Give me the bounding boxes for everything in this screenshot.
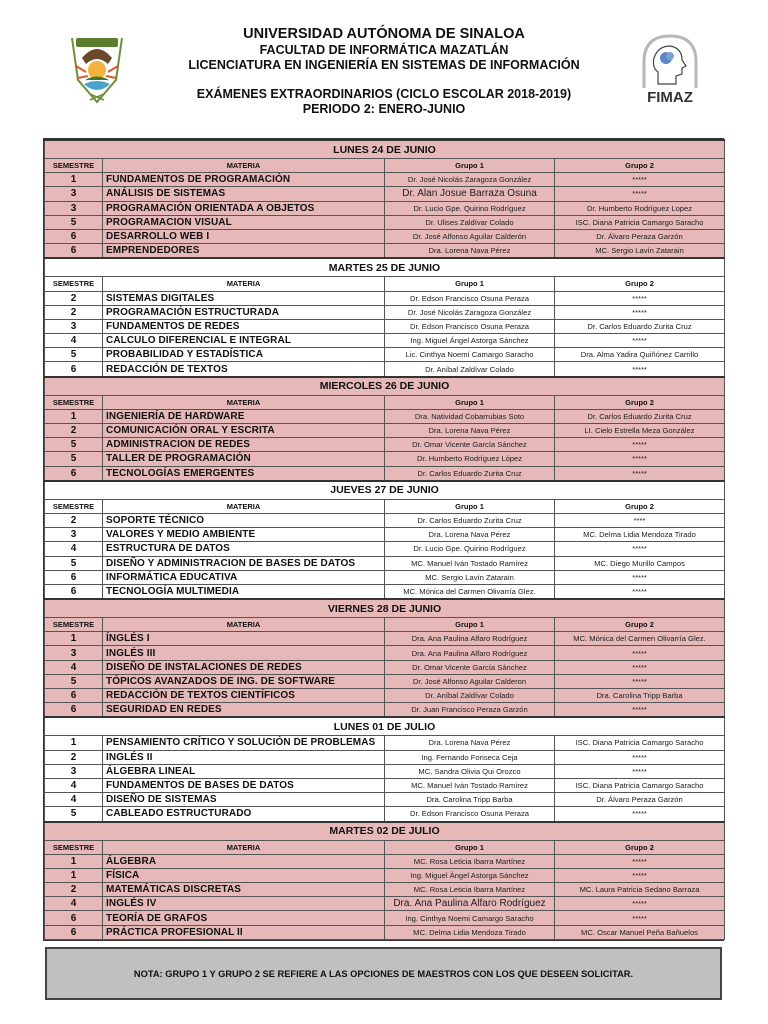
table-row bbox=[45, 807, 725, 822]
group1-teacher-cell: Dr. Ulises Zaldívar Colado bbox=[385, 215, 555, 229]
table-row bbox=[45, 362, 725, 377]
table-row bbox=[45, 334, 725, 348]
semester-cell: 4 bbox=[45, 778, 103, 792]
subject-cell: DISEÑO Y ADMINISTRACION DE BASES DE DATOS bbox=[103, 556, 385, 570]
subject-cell: DESARROLLO WEB I bbox=[103, 229, 385, 243]
group1-teacher-cell: MC. Delma Lidia Mendoza Tirado bbox=[385, 925, 555, 939]
subject-cell: PROGRAMACIÓN ESTRUCTURADA bbox=[103, 305, 385, 319]
table-row bbox=[45, 660, 725, 674]
group2-teacher-cell: ISC. Diana Patricia Camargo Saracho bbox=[555, 215, 725, 229]
group2-teacher-cell: ***** bbox=[555, 807, 725, 822]
table-row bbox=[45, 925, 725, 939]
group2-teacher-cell: ***** bbox=[555, 660, 725, 674]
day-title: LUNES 01 DE JULIO bbox=[45, 717, 725, 736]
semester-cell: 6 bbox=[45, 925, 103, 939]
table-row bbox=[45, 201, 725, 215]
col-header-grupo1: Grupo 1 bbox=[385, 159, 555, 173]
program-name: LICENCIATURA EN INGENIERÍA EN SISTEMAS DE INFORMACIÓN bbox=[188, 58, 580, 72]
col-header-semestre: SEMESTRE bbox=[45, 840, 103, 854]
group1-teacher-cell: Dr. José Nicolás Zaragoza González bbox=[385, 305, 555, 319]
day-title: VIERNES 28 DE JUNIO bbox=[45, 599, 725, 618]
subject-cell: INGENIERÍA DE HARDWARE bbox=[103, 409, 385, 423]
day-title: MIERCOLES 26 DE JUNIO bbox=[45, 377, 725, 396]
subject-cell: CABLEADO ESTRUCTURADO bbox=[103, 807, 385, 822]
subject-cell: EMPRENDEDORES bbox=[103, 244, 385, 259]
table-row bbox=[45, 409, 725, 423]
subject-cell: ANÁLISIS DE SISTEMAS bbox=[103, 187, 385, 201]
col-header-semestre: SEMESTRE bbox=[45, 618, 103, 632]
uas-shield-logo-icon bbox=[64, 28, 130, 104]
table-row bbox=[45, 291, 725, 305]
group2-teacher-cell: MC. Laura Patricia Sedano Barraza bbox=[555, 883, 725, 897]
table-row bbox=[45, 229, 725, 243]
university-name: UNIVERSIDAD AUTÓNOMA DE SINALOA bbox=[243, 26, 525, 42]
table-row bbox=[45, 778, 725, 792]
group1-teacher-cell: Ing. Fernando Fonseca Ceja bbox=[385, 750, 555, 764]
semester-cell: 6 bbox=[45, 570, 103, 584]
semester-cell: 5 bbox=[45, 215, 103, 229]
table-row bbox=[45, 868, 725, 882]
col-header-materia: MATERIA bbox=[103, 395, 385, 409]
semester-cell: 4 bbox=[45, 660, 103, 674]
col-header-materia: MATERIA bbox=[103, 277, 385, 291]
subject-cell: TECNOLOGÍA MULTIMEDIA bbox=[103, 584, 385, 599]
table-row bbox=[45, 911, 725, 925]
group1-teacher-cell: MC. Sergio Lavín Zatarain bbox=[385, 570, 555, 584]
exam-schedule-table bbox=[43, 138, 724, 941]
semester-cell: 6 bbox=[45, 244, 103, 259]
col-header-semestre: SEMESTRE bbox=[45, 499, 103, 513]
subject-cell: INGLÉS II bbox=[103, 750, 385, 764]
group1-teacher-cell: Dr. José Alfonso Aguilar Calderón bbox=[385, 229, 555, 243]
subject-cell: MATEMÁTICAS DISCRETAS bbox=[103, 883, 385, 897]
group1-teacher-cell: MC. Mónica del Carmen Olivarría Glez. bbox=[385, 584, 555, 599]
group2-teacher-cell: ***** bbox=[555, 750, 725, 764]
semester-cell: 1 bbox=[45, 868, 103, 882]
table-row bbox=[45, 556, 725, 570]
document-header bbox=[0, 22, 768, 130]
group2-teacher-cell: ***** bbox=[555, 452, 725, 466]
subject-cell: FUNDAMENTOS DE REDES bbox=[103, 319, 385, 333]
col-header-grupo2: Grupo 2 bbox=[555, 618, 725, 632]
group2-teacher-cell: ***** bbox=[555, 584, 725, 599]
semester-cell: 2 bbox=[45, 750, 103, 764]
group1-teacher-cell: Dr. Lucio Gpe. Quirino Rodríguez bbox=[385, 201, 555, 215]
semester-cell: 1 bbox=[45, 854, 103, 868]
semester-cell: 1 bbox=[45, 173, 103, 187]
table-row bbox=[45, 424, 725, 438]
group2-teacher-cell: ***** bbox=[555, 868, 725, 882]
group1-teacher-cell: Dr. Juan Francisco Peraza Garzón bbox=[385, 703, 555, 718]
group2-teacher-cell: ***** bbox=[555, 438, 725, 452]
group1-teacher-cell: Dra. Natividad Cobarrubias Soto bbox=[385, 409, 555, 423]
fimaz-logo-icon bbox=[636, 32, 704, 106]
col-header-grupo1: Grupo 1 bbox=[385, 395, 555, 409]
group2-teacher-cell: Dr. Álvaro Peraza Garzón bbox=[555, 229, 725, 243]
group1-teacher-cell: MC. Manuel Iván Tostado Ramírez bbox=[385, 556, 555, 570]
subject-cell: ÁLGEBRA LINEAL bbox=[103, 764, 385, 778]
col-header-semestre: SEMESTRE bbox=[45, 277, 103, 291]
day-header-row bbox=[45, 822, 725, 841]
semester-cell: 5 bbox=[45, 674, 103, 688]
exam-title: EXÁMENES EXTRAORDINARIOS (CICLO ESCOLAR 2018-2019) bbox=[196, 87, 572, 101]
col-header-grupo2: Grupo 2 bbox=[555, 277, 725, 291]
table-row bbox=[45, 305, 725, 319]
group1-teacher-cell: Dr. José Alfonso Aguilar Calderon bbox=[385, 674, 555, 688]
group1-teacher-cell: Dr. Edson Francisco Osuna Peraza bbox=[385, 291, 555, 305]
column-header-row bbox=[45, 618, 725, 632]
subject-cell: PROGRAMACION VISUAL bbox=[103, 215, 385, 229]
group1-teacher-cell: Dr. Aníbal Zaldívar Colado bbox=[385, 689, 555, 703]
col-header-grupo2: Grupo 2 bbox=[555, 499, 725, 513]
col-header-grupo2: Grupo 2 bbox=[555, 159, 725, 173]
semester-cell: 3 bbox=[45, 528, 103, 542]
table-row bbox=[45, 750, 725, 764]
group1-teacher-cell: Dr. Aníbal Zaldívar Colado bbox=[385, 362, 555, 377]
group2-teacher-cell: ***** bbox=[555, 291, 725, 305]
group2-teacher-cell: LI. Cielo Estrella Meza González bbox=[555, 424, 725, 438]
col-header-grupo2: Grupo 2 bbox=[555, 840, 725, 854]
group1-teacher-cell: Dra. Lorena Nava Pérez bbox=[385, 424, 555, 438]
group1-teacher-cell: Lic. Cinthya Noemí Camargo Saracho bbox=[385, 348, 555, 362]
table-row bbox=[45, 244, 725, 259]
group2-teacher-cell: MC. Mónica del Carmen Olivarría Glez. bbox=[555, 632, 725, 646]
subject-cell: SISTEMAS DIGITALES bbox=[103, 291, 385, 305]
group1-teacher-cell: MC. Rosa Leticia Ibarra Martínez bbox=[385, 854, 555, 868]
group2-teacher-cell: MC. Oscar Manuel Peña Bañuelos bbox=[555, 925, 725, 939]
group2-teacher-cell: ***** bbox=[555, 764, 725, 778]
col-header-materia: MATERIA bbox=[103, 159, 385, 173]
semester-cell: 6 bbox=[45, 229, 103, 243]
subject-cell: TEORÍA DE GRAFOS bbox=[103, 911, 385, 925]
subject-cell: SOPORTE TÉCNICO bbox=[103, 513, 385, 527]
group1-teacher-cell: Dra. Ana Paulina Alfaro Rodríguez bbox=[385, 897, 555, 911]
group2-teacher-cell: ***** bbox=[555, 911, 725, 925]
group1-teacher-cell: Dra. Lorena Nava Pérez bbox=[385, 244, 555, 259]
table-row bbox=[45, 187, 725, 201]
semester-cell: 6 bbox=[45, 911, 103, 925]
semester-cell: 3 bbox=[45, 187, 103, 201]
table-row bbox=[45, 736, 725, 750]
column-header-row bbox=[45, 159, 725, 173]
table-row bbox=[45, 348, 725, 362]
column-header-row bbox=[45, 395, 725, 409]
table-row bbox=[45, 883, 725, 897]
semester-cell: 3 bbox=[45, 319, 103, 333]
group2-teacher-cell: MC. Delma Lidia Mendoza Tirado bbox=[555, 528, 725, 542]
group2-teacher-cell: ***** bbox=[555, 187, 725, 201]
semester-cell: 5 bbox=[45, 807, 103, 822]
table-row bbox=[45, 173, 725, 187]
group2-teacher-cell: ISC. Diana Patricia Camargo Saracho bbox=[555, 736, 725, 750]
col-header-materia: MATERIA bbox=[103, 840, 385, 854]
group2-teacher-cell: ISC. Diana Patricia Camargo Saracho bbox=[555, 778, 725, 792]
subject-cell: ESTRUCTURA DE DATOS bbox=[103, 542, 385, 556]
subject-cell: SEGURIDAD EN REDES bbox=[103, 703, 385, 718]
group2-teacher-cell: ***** bbox=[555, 466, 725, 481]
subject-cell: REDACCIÓN DE TEXTOS CIENTÍFICOS bbox=[103, 689, 385, 703]
group1-teacher-cell: Dr. Alan Josue Barraza Osuna bbox=[385, 187, 555, 201]
column-header-row bbox=[45, 499, 725, 513]
day-header-row bbox=[45, 140, 725, 159]
day-title: MARTES 02 DE JULIO bbox=[45, 822, 725, 841]
semester-cell: 3 bbox=[45, 201, 103, 215]
col-header-materia: MATERIA bbox=[103, 618, 385, 632]
semester-cell: 4 bbox=[45, 542, 103, 556]
table-row bbox=[45, 764, 725, 778]
semester-cell: 6 bbox=[45, 362, 103, 377]
subject-cell: TECNOLOGÍAS EMERGENTES bbox=[103, 466, 385, 481]
subject-cell: CALCULO DIFERENCIAL E INTEGRAL bbox=[103, 334, 385, 348]
subject-cell: ADMINISTRACION DE REDES bbox=[103, 438, 385, 452]
subject-cell: REDACCIÓN DE TEXTOS bbox=[103, 362, 385, 377]
group1-teacher-cell: Dr. Carlos Eduardo Zurita Cruz bbox=[385, 466, 555, 481]
group1-teacher-cell: MC. Sandra Olivia Qui Orozco bbox=[385, 764, 555, 778]
semester-cell: 2 bbox=[45, 883, 103, 897]
group1-teacher-cell: Ing. Miguel Ángel Astorga Sánchez bbox=[385, 868, 555, 882]
group1-teacher-cell: Dr. José Nicolás Zaragoza González bbox=[385, 173, 555, 187]
table-row bbox=[45, 542, 725, 556]
subject-cell: PROGRAMACIÓN ORIENTADA A OBJETOS bbox=[103, 201, 385, 215]
period-title: PERIODO 2: ENERO-JUNIO bbox=[302, 102, 466, 116]
group1-teacher-cell: Dra. Lorena Nava Pérez bbox=[385, 736, 555, 750]
table-row bbox=[45, 793, 725, 807]
subject-cell: VALORES Y MEDIO AMBIENTE bbox=[103, 528, 385, 542]
group1-teacher-cell: Dra. Ana Paulina Alfaro Rodríguez bbox=[385, 632, 555, 646]
footnote-text: NOTA: GRUPO 1 Y GRUPO 2 SE REFIERE A LAS OPCIONES DE MAESTROS CON LOS QUE DESEEN SOLICITAR. bbox=[133, 968, 634, 979]
day-header-row bbox=[45, 599, 725, 618]
subject-cell: FUNDAMENTOS DE BASES DE DATOS bbox=[103, 778, 385, 792]
group1-teacher-cell: Ing. Cinthya Noemi Camargo Saracho bbox=[385, 911, 555, 925]
column-header-row bbox=[45, 840, 725, 854]
group2-teacher-cell: ***** bbox=[555, 674, 725, 688]
group2-teacher-cell: ***** bbox=[555, 703, 725, 718]
group1-teacher-cell: Dr. Edson Francisco Osuna Peraza bbox=[385, 319, 555, 333]
table-row bbox=[45, 528, 725, 542]
semester-cell: 5 bbox=[45, 438, 103, 452]
table-row bbox=[45, 319, 725, 333]
day-title: LUNES 24 DE JUNIO bbox=[45, 140, 725, 159]
semester-cell: 2 bbox=[45, 424, 103, 438]
semester-cell: 2 bbox=[45, 291, 103, 305]
col-header-semestre: SEMESTRE bbox=[45, 395, 103, 409]
table-row bbox=[45, 689, 725, 703]
group2-teacher-cell: Dr. Carlos Eduardo Zurita Cruz bbox=[555, 409, 725, 423]
subject-cell: INGLÉS III bbox=[103, 646, 385, 660]
semester-cell: 4 bbox=[45, 897, 103, 911]
group2-teacher-cell: ***** bbox=[555, 173, 725, 187]
group2-teacher-cell: Dra. Carolina Tripp Barba bbox=[555, 689, 725, 703]
table-row bbox=[45, 674, 725, 688]
subject-cell: PENSAMIENTO CRÍTICO Y SOLUCIÓN DE PROBLEMAS bbox=[103, 736, 385, 750]
table-row bbox=[45, 215, 725, 229]
col-header-grupo1: Grupo 1 bbox=[385, 499, 555, 513]
table-row bbox=[45, 703, 725, 718]
group1-teacher-cell: MC. Rosa Leticia Ibarra Martínez bbox=[385, 883, 555, 897]
semester-cell: 3 bbox=[45, 646, 103, 660]
group1-teacher-cell: MC. Manuel Iván Tostado Ramírez bbox=[385, 778, 555, 792]
col-header-grupo1: Grupo 1 bbox=[385, 840, 555, 854]
table-row bbox=[45, 584, 725, 599]
subject-cell: FÍSICA bbox=[103, 868, 385, 882]
subject-cell: COMUNICACIÓN ORAL Y ESCRITA bbox=[103, 424, 385, 438]
day-title: MARTES 25 DE JUNIO bbox=[45, 258, 725, 277]
semester-cell: 6 bbox=[45, 689, 103, 703]
group2-teacher-cell: Dr. Humberto Rodríguez Lopez bbox=[555, 201, 725, 215]
col-header-grupo1: Grupo 1 bbox=[385, 277, 555, 291]
subject-cell: INGLÉS IV bbox=[103, 897, 385, 911]
col-header-grupo2: Grupo 2 bbox=[555, 395, 725, 409]
group2-teacher-cell: ***** bbox=[555, 646, 725, 660]
semester-cell: 4 bbox=[45, 334, 103, 348]
table-row bbox=[45, 897, 725, 911]
subject-cell: DISEÑO DE SISTEMAS bbox=[103, 793, 385, 807]
semester-cell: 1 bbox=[45, 409, 103, 423]
group1-teacher-cell: Dr. Edson Francisco Osuna Peraza bbox=[385, 807, 555, 822]
subject-cell: ÍNGLÉS I bbox=[103, 632, 385, 646]
subject-cell: ÁLGEBRA bbox=[103, 854, 385, 868]
group2-teacher-cell: ***** bbox=[555, 542, 725, 556]
subject-cell: DISEÑO DE INSTALACIONES DE REDES bbox=[103, 660, 385, 674]
subject-cell: PRÁCTICA PROFESIONAL II bbox=[103, 925, 385, 939]
group2-teacher-cell: **** bbox=[555, 513, 725, 527]
table-row bbox=[45, 646, 725, 660]
group2-teacher-cell: ***** bbox=[555, 854, 725, 868]
table-row bbox=[45, 570, 725, 584]
semester-cell: 4 bbox=[45, 793, 103, 807]
group2-teacher-cell: ***** bbox=[555, 570, 725, 584]
day-title: JUEVES 27 DE JUNIO bbox=[45, 481, 725, 500]
column-header-row bbox=[45, 277, 725, 291]
table-row bbox=[45, 452, 725, 466]
table-row bbox=[45, 513, 725, 527]
semester-cell: 2 bbox=[45, 305, 103, 319]
group2-teacher-cell: Dra. Alma Yadira Quiñónez Carrillo bbox=[555, 348, 725, 362]
day-header-row bbox=[45, 258, 725, 277]
day-header-row bbox=[45, 377, 725, 396]
group2-teacher-cell: Dr. Carlos Eduardo Zurita Cruz bbox=[555, 319, 725, 333]
semester-cell: 2 bbox=[45, 513, 103, 527]
group1-teacher-cell: Dra. Ana Paulina Alfaro Rodríguez bbox=[385, 646, 555, 660]
group1-teacher-cell: Dra. Lorena Nava Pérez bbox=[385, 528, 555, 542]
col-header-grupo1: Grupo 1 bbox=[385, 618, 555, 632]
semester-cell: 5 bbox=[45, 348, 103, 362]
semester-cell: 6 bbox=[45, 703, 103, 718]
subject-cell: INFORMÁTICA EDUCATIVA bbox=[103, 570, 385, 584]
semester-cell: 5 bbox=[45, 452, 103, 466]
subject-cell: FUNDAMENTOS DE PROGRAMACIÓN bbox=[103, 173, 385, 187]
col-header-semestre: SEMESTRE bbox=[45, 159, 103, 173]
table-row bbox=[45, 854, 725, 868]
semester-cell: 3 bbox=[45, 764, 103, 778]
table-row bbox=[45, 632, 725, 646]
subject-cell: PROBABILIDAD Y ESTADÍSTICA bbox=[103, 348, 385, 362]
group1-teacher-cell: Dr. Omar Vicente García Sánchez bbox=[385, 660, 555, 674]
table-row bbox=[45, 466, 725, 481]
semester-cell: 5 bbox=[45, 556, 103, 570]
group2-teacher-cell: ***** bbox=[555, 305, 725, 319]
day-header-row bbox=[45, 481, 725, 500]
group2-teacher-cell: Dr. Álvaro Peraza Garzón bbox=[555, 793, 725, 807]
group2-teacher-cell: ***** bbox=[555, 334, 725, 348]
group1-teacher-cell: Dr. Lucio Gpe. Quirino Rodríguez bbox=[385, 542, 555, 556]
faculty-name: FACULTAD DE INFORMÁTICA MAZATLÁN bbox=[259, 43, 509, 57]
day-header-row bbox=[45, 717, 725, 736]
group1-teacher-cell: Ing. Miguel Ángel Astorga Sánchez bbox=[385, 334, 555, 348]
group1-teacher-cell: Dr. Omar Vicente García Sánchez bbox=[385, 438, 555, 452]
subject-cell: TALLER DE PROGRAMACIÓN bbox=[103, 452, 385, 466]
semester-cell: 1 bbox=[45, 736, 103, 750]
semester-cell: 1 bbox=[45, 632, 103, 646]
semester-cell: 6 bbox=[45, 584, 103, 599]
group1-teacher-cell: Dra. Carolina Tripp Barba bbox=[385, 793, 555, 807]
footnote-box bbox=[45, 947, 722, 1000]
group1-teacher-cell: Dr. Carlos Eduardo Zurita Cruz bbox=[385, 513, 555, 527]
group1-teacher-cell: Dr. Humberto Rodríguez López bbox=[385, 452, 555, 466]
semester-cell: 6 bbox=[45, 466, 103, 481]
col-header-materia: MATERIA bbox=[103, 499, 385, 513]
group2-teacher-cell: MC. Diego Murillo Campos bbox=[555, 556, 725, 570]
svg-text:FIMAZ: FIMAZ bbox=[647, 89, 693, 106]
table-row bbox=[45, 438, 725, 452]
group2-teacher-cell: MC. Sergio Lavín Zatarain bbox=[555, 244, 725, 259]
group2-teacher-cell: ***** bbox=[555, 897, 725, 911]
group2-teacher-cell: ***** bbox=[555, 362, 725, 377]
subject-cell: TÓPICOS AVANZADOS DE ING. DE SOFTWARE bbox=[103, 674, 385, 688]
